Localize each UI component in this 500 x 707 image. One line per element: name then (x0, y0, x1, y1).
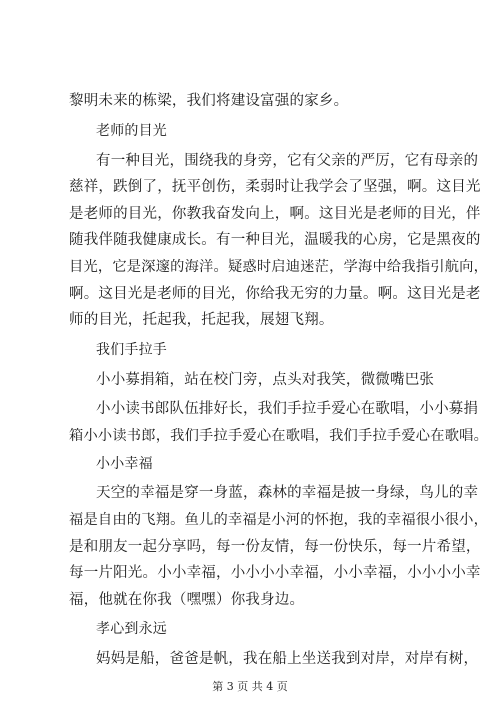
text-line: 慈祥，跌倒了，抚平创伤，柔弱时让我学会了坚强，啊。这目光 (69, 179, 481, 195)
section-heading: 我们手拉手 (96, 342, 167, 358)
text-line: 是老师的目光，你教我奋发向上，啊。这目光是老师的目光，伴 (69, 206, 481, 222)
text-line: 小小募捐箱，站在校门旁，点头对我笑，微微嘴巴张 (96, 372, 435, 388)
text-line: 有一种目光，围绕我的身旁，它有父亲的严厉，它有母亲的 (96, 153, 479, 169)
text-line: 天空的幸福是穿一身蓝，森林的幸福是披一身绿，鸟儿的幸 (96, 485, 479, 501)
section-heading: 老师的目光 (96, 123, 167, 139)
text-line: 妈妈是船，爸爸是帆，我在船上坐送我到对岸，对岸有树， (96, 651, 479, 667)
page-number-footer: 第 3 页 共 4 页 (212, 680, 288, 693)
section-heading: 小小幸福 (96, 456, 153, 472)
text-line: 箱小小读书郎，我们手拉手爱心在歌唱，我们手拉手爱心在歌唱。 (69, 428, 489, 444)
text-line: 福，他就在你我（嘿嘿）你我身边。 (69, 592, 305, 608)
text-line: 师的目光，托起我，托起我，展翅飞翔。 (69, 312, 334, 328)
section-heading: 孝心到永远 (96, 621, 167, 637)
text-line: 啊。这目光是老师的目光，你给我无穷的力量。啊。这目光是老 (69, 286, 481, 302)
text-line: 目光，它是深邃的海洋。疑惑时启迪迷茫，学海中给我指引航向， (69, 259, 489, 275)
text-line: 福是自由的飞翔。鱼儿的幸福是小河的怀抱，我的幸福很小很小， (69, 512, 489, 528)
text-line: 随我伴随我健康成长。有一种目光，温暖我的心房，它是黑夜的 (69, 232, 481, 248)
text-line: 是和朋友一起分享吗，每一份友情，每一份快乐，每一片希望， (69, 539, 481, 555)
text-line: 小小读书郎队伍排好长，我们手拉手爱心在歌唱，小小募捐 (96, 401, 479, 417)
text-line: 每一片阳光。小小幸福，小小小小幸福，小小幸福，小小小小幸 (69, 565, 481, 581)
text-line: 黎明未来的栋梁，我们将建设富强的家乡。 (69, 93, 349, 109)
